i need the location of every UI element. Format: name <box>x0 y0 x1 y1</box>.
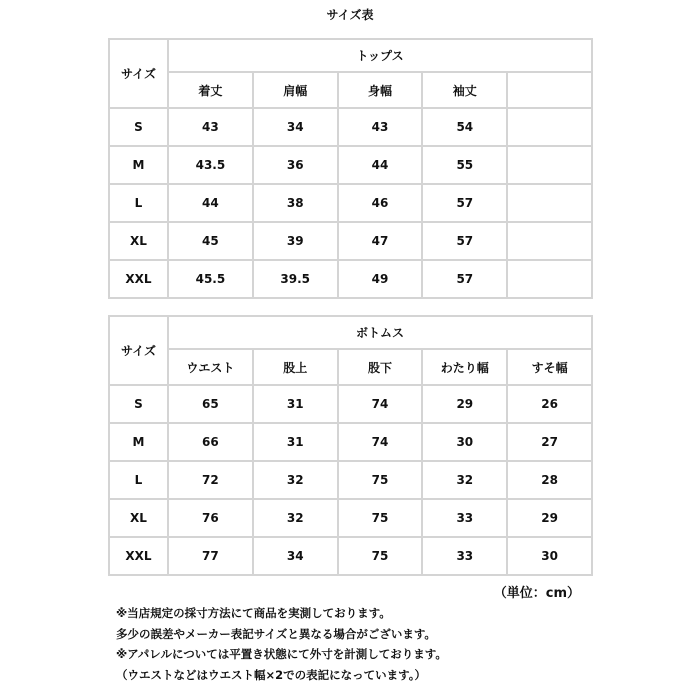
column-header: 股下 <box>338 349 423 385</box>
value-cell: 32 <box>253 499 338 537</box>
size-cell: XXL <box>109 260 168 298</box>
table-row <box>109 423 592 461</box>
value-cell: 49 <box>338 260 423 298</box>
table-row <box>109 222 592 260</box>
size-header-cell: サイズ <box>109 316 168 385</box>
note-line: ※当店規定の採寸方法にて商品を実測しております。 <box>116 606 391 620</box>
column-header: すそ幅 <box>507 349 592 385</box>
value-cell: 39 <box>253 222 338 260</box>
value-cell <box>507 222 592 260</box>
column-header: 着丈 <box>168 72 253 108</box>
value-cell: 57 <box>422 260 507 298</box>
value-cell: 75 <box>338 537 423 575</box>
value-cell: 32 <box>253 461 338 499</box>
value-cell: 57 <box>422 184 507 222</box>
table-row <box>109 499 592 537</box>
value-cell: 57 <box>422 222 507 260</box>
table-row <box>109 385 592 423</box>
unit-label: （単位：cm） <box>493 586 580 601</box>
column-header: 股上 <box>253 349 338 385</box>
value-cell: 32 <box>422 461 507 499</box>
value-cell: 76 <box>168 499 253 537</box>
value-cell: 75 <box>338 499 423 537</box>
value-cell: 28 <box>507 461 592 499</box>
size-cell: M <box>109 423 168 461</box>
column-header: ウエスト <box>168 349 253 385</box>
value-cell: 43 <box>168 108 253 146</box>
value-cell: 66 <box>168 423 253 461</box>
value-cell: 43 <box>338 108 423 146</box>
value-cell: 45 <box>168 222 253 260</box>
value-cell: 29 <box>507 499 592 537</box>
value-cell: 33 <box>422 499 507 537</box>
value-cell: 46 <box>338 184 423 222</box>
size-cell: S <box>109 385 168 423</box>
value-cell: 44 <box>338 146 423 184</box>
value-cell: 34 <box>253 108 338 146</box>
value-cell <box>507 146 592 184</box>
table-row <box>109 108 592 146</box>
value-cell: 44 <box>168 184 253 222</box>
notes <box>116 603 447 685</box>
page-title: サイズ表 <box>326 8 374 22</box>
column-header: 肩幅 <box>253 72 338 108</box>
value-cell <box>507 184 592 222</box>
value-cell: 34 <box>253 537 338 575</box>
value-cell: 43.5 <box>168 146 253 184</box>
tops-size-table <box>108 38 593 299</box>
column-header: 身幅 <box>338 72 423 108</box>
note-line: （ウエストなどはウエスト幅×2での表記になっています。） <box>116 667 426 682</box>
value-cell: 55 <box>422 146 507 184</box>
value-cell: 47 <box>338 222 423 260</box>
column-header <box>507 72 592 108</box>
value-cell: 31 <box>253 385 338 423</box>
size-cell: XXL <box>109 537 168 575</box>
table-row <box>109 260 592 298</box>
value-cell: 33 <box>422 537 507 575</box>
size-cell: S <box>109 108 168 146</box>
value-cell: 30 <box>507 537 592 575</box>
table-row <box>109 537 592 575</box>
bottoms-section-header: ボトムス <box>168 316 592 349</box>
value-cell <box>507 260 592 298</box>
bottoms-size-table <box>108 315 593 576</box>
size-header-cell: サイズ <box>109 39 168 108</box>
value-cell <box>507 108 592 146</box>
value-cell: 74 <box>338 423 423 461</box>
value-cell: 65 <box>168 385 253 423</box>
value-cell: 45.5 <box>168 260 253 298</box>
size-cell: XL <box>109 499 168 537</box>
note-line: 多少の誤差やメーカー表記サイズと異なる場合がございます。 <box>116 626 436 641</box>
value-cell: 39.5 <box>253 260 338 298</box>
value-cell: 72 <box>168 461 253 499</box>
value-cell: 36 <box>253 146 338 184</box>
column-header: わたり幅 <box>422 349 507 385</box>
size-cell: M <box>109 146 168 184</box>
value-cell: 75 <box>338 461 423 499</box>
note-line: ※アパレルについては平置き状態にて外寸を計測しております。 <box>116 647 447 661</box>
value-cell: 27 <box>507 423 592 461</box>
size-cell: L <box>109 461 168 499</box>
value-cell: 30 <box>422 423 507 461</box>
column-header: 袖丈 <box>422 72 507 108</box>
size-cell: L <box>109 184 168 222</box>
size-cell: XL <box>109 222 168 260</box>
table-row <box>109 184 592 222</box>
value-cell: 38 <box>253 184 338 222</box>
value-cell: 26 <box>507 385 592 423</box>
value-cell: 29 <box>422 385 507 423</box>
table-row <box>109 146 592 184</box>
table-row <box>109 461 592 499</box>
value-cell: 74 <box>338 385 423 423</box>
tops-section-header: トップス <box>168 39 592 72</box>
value-cell: 54 <box>422 108 507 146</box>
value-cell: 77 <box>168 537 253 575</box>
value-cell: 31 <box>253 423 338 461</box>
